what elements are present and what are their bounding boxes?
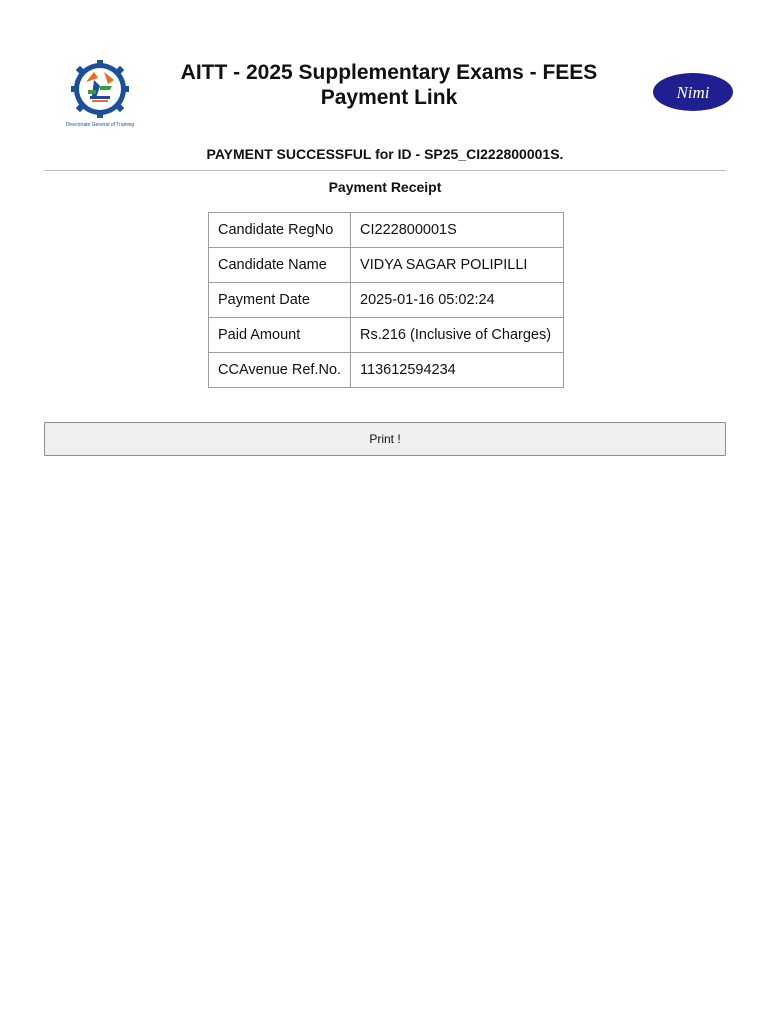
receipt-value: VIDYA SAGAR POLIPILLI (351, 248, 564, 283)
receipt-label: Candidate Name (209, 248, 351, 283)
table-row (209, 283, 564, 318)
table-row (209, 353, 564, 388)
header (44, 56, 726, 132)
receipt-title: Payment Receipt (328, 179, 442, 195)
receipt-table (208, 212, 564, 388)
dgt-gear-emblem-icon (64, 60, 136, 128)
table-row (209, 248, 564, 283)
receipt-label: Candidate RegNo (209, 213, 351, 248)
payment-status-message: PAYMENT SUCCESSFUL for ID - SP25_CI222800001S. (206, 146, 564, 162)
page-title: AITT - 2025 Supplementary Exams - FEES Payment Link (180, 61, 598, 109)
dgt-logo-caption: Directorate General of Training (65, 122, 135, 128)
nimi-logo-text: Nimi (676, 83, 710, 102)
divider (44, 170, 726, 171)
table-row (209, 213, 564, 248)
receipt-label: Paid Amount (209, 318, 351, 353)
receipt-value: Rs.216 (Inclusive of Charges) (351, 318, 564, 353)
receipt-label: Payment Date (209, 283, 351, 318)
receipt-label: CCAvenue Ref.No. (209, 353, 351, 388)
table-row (209, 318, 564, 353)
nimi-oval-logo-icon (652, 72, 734, 112)
receipt-value: 113612594234 (351, 353, 564, 388)
print-button[interactable]: Print ! (44, 422, 726, 456)
receipt-value: CI222800001S (351, 213, 564, 248)
receipt-value: 2025-01-16 05:02:24 (351, 283, 564, 318)
